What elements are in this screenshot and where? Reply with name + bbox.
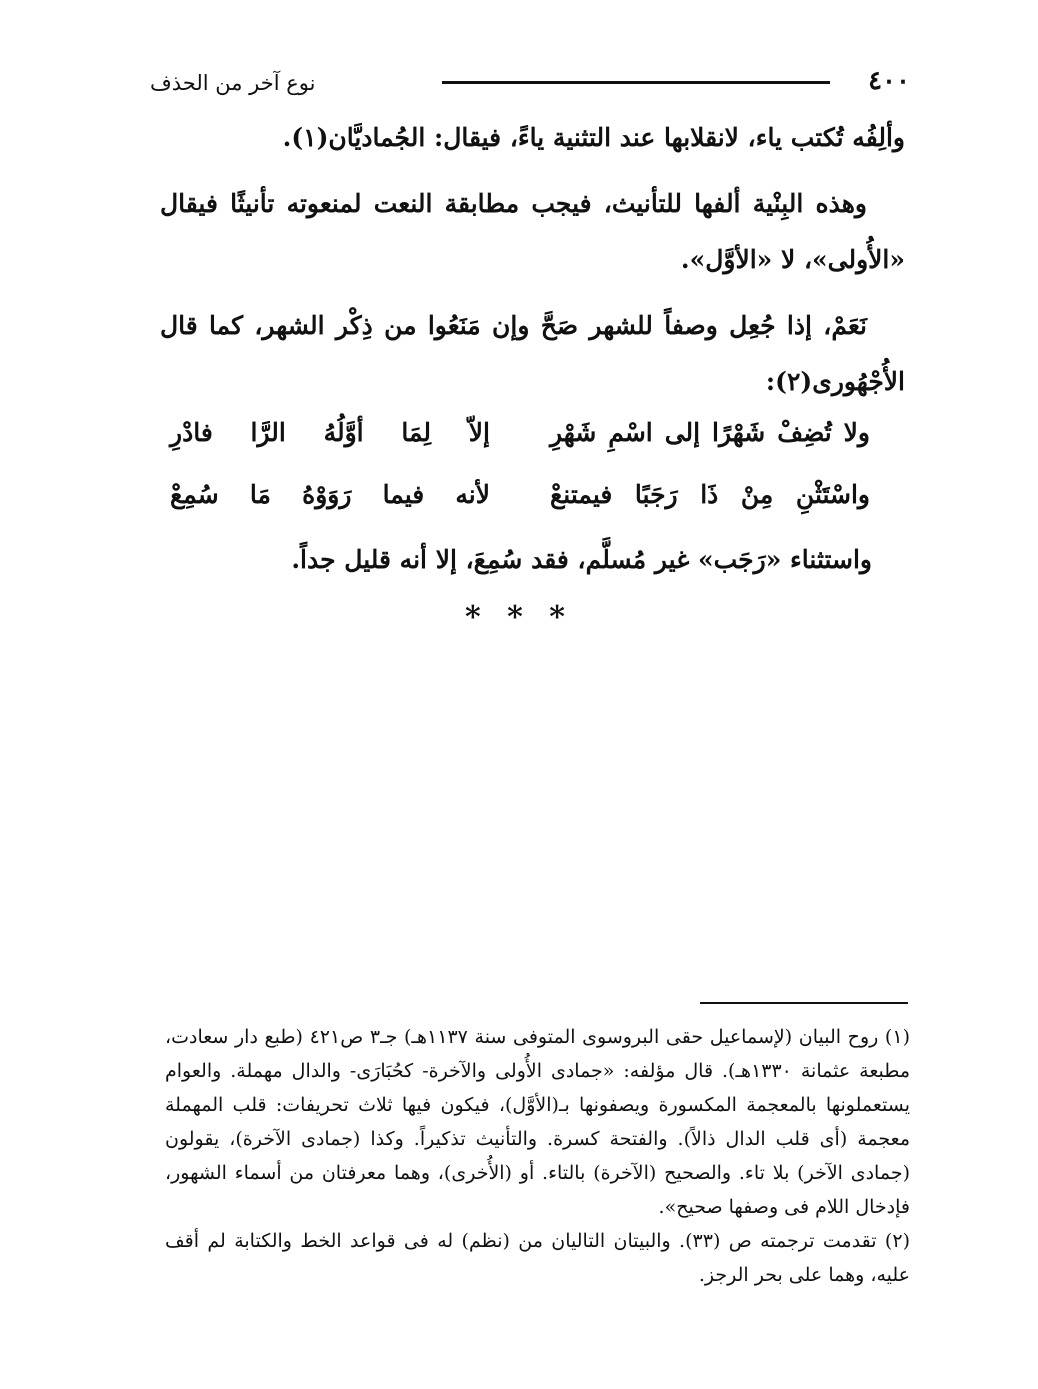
header-rule xyxy=(442,81,830,84)
page-header xyxy=(150,66,910,102)
closing-paragraph: واستثناء «رَجَب» غير مُسلَّم، فقد سُمِعَ، إلا أنه قليل جداً. xyxy=(291,545,872,574)
verse-second-hemistich: إلاّ لِمَا أوَّلُهُ الرَّا فادْرِ xyxy=(170,418,490,447)
verse-second-hemistich: لأنه فيما رَوَوْهُ مَا سُمِعْ xyxy=(170,480,490,509)
paragraph-1: وألِفُه تُكتب ياء، لانقلابها عند التثنية ياءً، فيقال: الجُماديَّان(١). xyxy=(282,123,905,152)
paragraph-3: نَعَمْ، إذا جُعِل وصفاً للشهر صَحَّ وإن مَنَعُوا من ذِكْر الشهر، كما قال الأُجْهُورى(٢): xyxy=(160,311,905,396)
paragraph-2: وهذه البِنْية ألفها للتأنيث، فيجب مطابقة النعت لمنعوته تأنيثًا فيقال «الأُولى»، لا «الأوَّل». xyxy=(160,189,905,274)
verse-first-hemistich: ولا تُضِفْ شَهْرًا إلى اسْمِ شَهْرِ xyxy=(550,418,870,447)
verse-line xyxy=(170,402,870,464)
footnote-2: (٢) تقدمت ترجمته ص (٣٣). والبيتان التاليان من (نظم) له فى قواعد الخط والكتابة لم أقف عليه، وهما على بحر الرجز. xyxy=(165,1230,910,1286)
poem-verses xyxy=(170,402,870,526)
verse-first-hemistich: واسْتَثْنِ مِنْ ذَا رَجَبًا فيمتنعْ xyxy=(550,480,870,509)
running-title: نوع آخر من الحذف xyxy=(150,71,316,95)
section-break: * * * xyxy=(465,600,573,635)
verse-line xyxy=(170,464,870,526)
footnotes xyxy=(165,1020,910,1292)
footnote-1: (١) روح البيان (لإسماعيل حقى البروسوى المتوفى سنة ١١٣٧هـ) جـ٣ ص٤٢١ (طبع دار سعادت، مطبعة عثمانة ١٣٣٠هـ). قال مؤلفه: «جمادى الأُولى والآخرة- كحُبَارَى- والدال مهملة. والعوام يستعملونها بالمعجمة المكسورة ويصفونها بـ(الأوَّل)، فيكون فيها ثلاث تحريفات: قلب المهملة معجمة (أى قلب الدال ذالاً). والفتحة كسرة. والتأنيث تذكيراً. وكذا (جمادى الآخرة)، يقولون (جمادى الآخر) بلا تاء. والصحيح (الآخرة) بالتاء. أو (الأُخرى)، وهما معرفتان من أسماء الشهور، فإدخال اللام فى وصفها صحيح». xyxy=(165,1026,911,1218)
page-number: ٤٠٠ xyxy=(868,66,910,96)
main-text xyxy=(160,110,905,420)
footnote-separator xyxy=(700,1002,908,1004)
